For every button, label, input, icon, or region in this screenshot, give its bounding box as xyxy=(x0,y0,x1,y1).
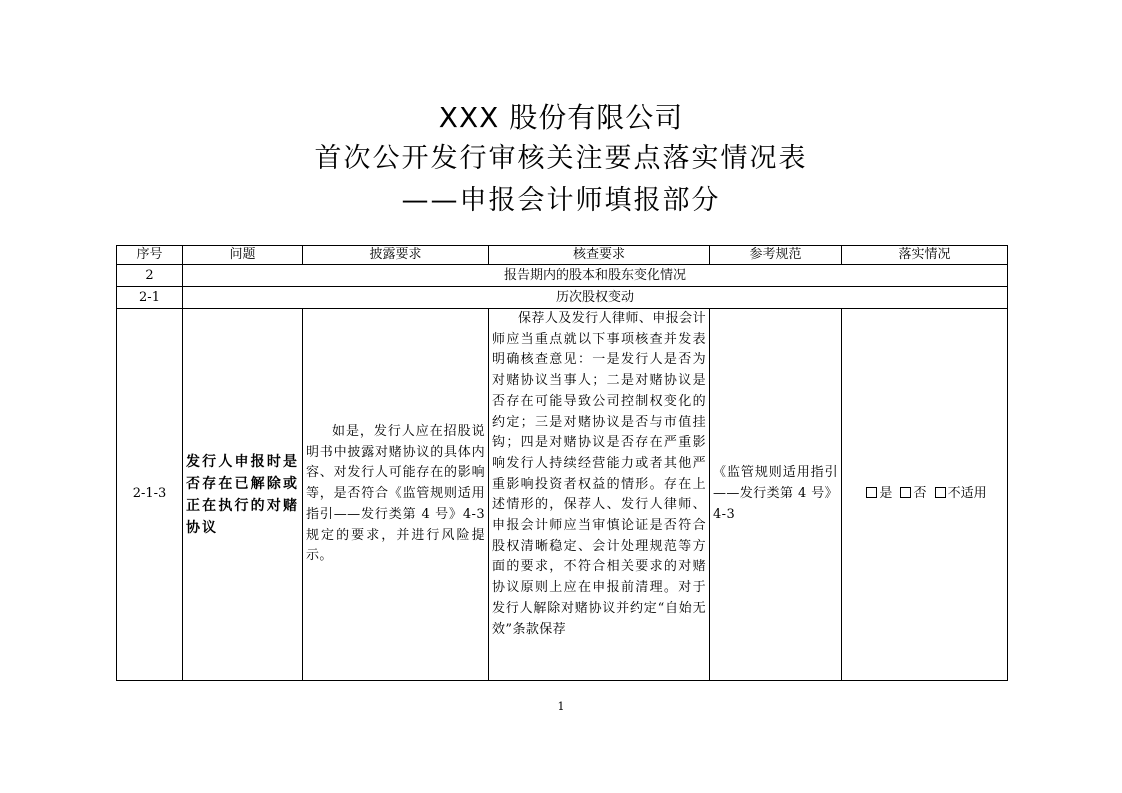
status-option-yes[interactable] xyxy=(862,486,892,501)
checkbox-icon[interactable] xyxy=(866,487,877,498)
checkbox-icon[interactable] xyxy=(935,487,946,498)
header-disclosure: 披露要求 xyxy=(303,246,489,265)
item-verification xyxy=(489,309,710,681)
disclosure-text: 如是，发行人应在招股说明书中披露对赌协议的具体内容、对发行人可能存在的影响等，是否符合《监管规则适用指引——发行类第 4 号》4-3 规定的要求，并进行风险提示。 xyxy=(306,424,485,564)
header-no: 序号 xyxy=(117,246,183,265)
review-table xyxy=(116,245,1008,681)
checkbox-icon[interactable] xyxy=(900,487,911,498)
section-row xyxy=(117,265,1008,287)
report-title: 首次公开发行审核关注要点落实情况表 xyxy=(314,143,808,174)
subsection-title: 历次股权变动 xyxy=(183,287,1008,309)
table-header-row xyxy=(117,246,1008,265)
page-number: 1 xyxy=(557,700,565,713)
company-title: XXX 股份有限公司 xyxy=(438,101,684,134)
verification-text: 保荐人及发行人律师、申报会计师应当重点就以下事项核查并发表明确核查意见：一是发行人是否为对赌协议当事人；二是对赌协议是否存在可能导致公司控制权变化的约定；三是对赌协议是否与市值挂钩；四是对赌协议是否存在严重影响发行人持续经营能力或者其他严重影响投资者权益的情形。存在上述情形的，保荐人、发行人律师、申报会计师应当审慎论证是否符合股权清晰稳定、会计处理规范等方面的要求，不符合相关要求的对赌协议原则上应在申报前清理。对于发行人解除对赌协议并约定“自始无效”条款保荐 xyxy=(492,311,706,637)
item-reference: 《监管规则适用指引——发行类第 4 号》4-3 xyxy=(710,309,842,681)
header-status: 落实情况 xyxy=(842,246,1008,265)
header-verification: 核查要求 xyxy=(489,246,710,265)
header-issue: 问题 xyxy=(183,246,303,265)
status-label-yes: 是 xyxy=(879,486,893,502)
header-reference: 参考规范 xyxy=(710,246,842,265)
document-header xyxy=(0,98,1122,222)
section-title: 报告期内的股本和股东变化情况 xyxy=(183,265,1008,287)
item-disclosure xyxy=(303,309,489,681)
status-option-na[interactable] xyxy=(931,486,987,501)
subsection-row xyxy=(117,287,1008,309)
item-no: 2-1-3 xyxy=(117,309,183,681)
table-row xyxy=(117,309,1008,681)
status-label-no: 否 xyxy=(913,486,927,502)
report-subtitle: ——申报会计师填报部分 xyxy=(401,185,721,216)
status-label-na: 不适用 xyxy=(947,486,987,502)
item-status xyxy=(842,309,1008,681)
section-no: 2 xyxy=(117,265,183,287)
subsection-no: 2-1 xyxy=(117,287,183,309)
status-option-no[interactable] xyxy=(896,486,926,501)
item-issue: 发行人申报时是否存在已解除或正在执行的对赌协议 xyxy=(183,309,303,681)
